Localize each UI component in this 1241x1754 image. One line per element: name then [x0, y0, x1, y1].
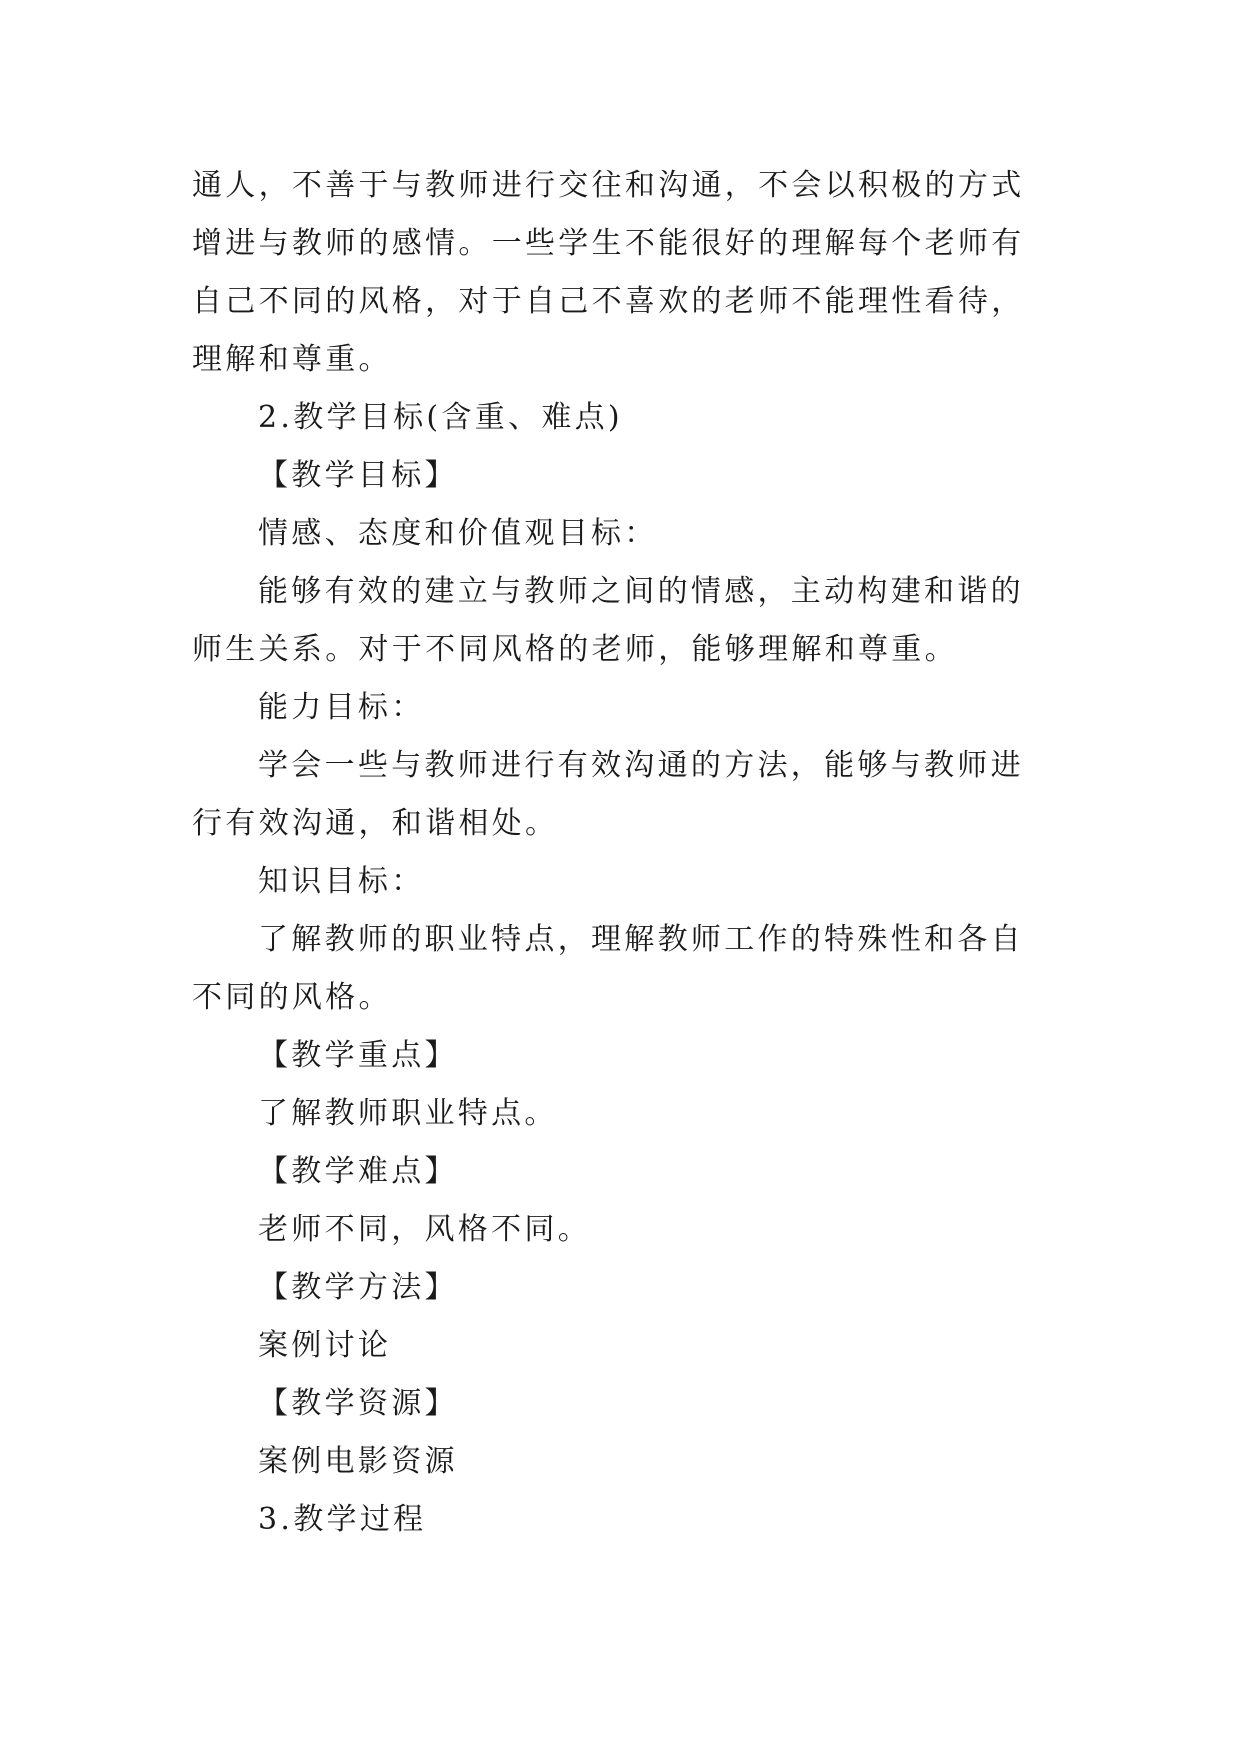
bracket-heading-goals: 【教学目标】	[258, 458, 458, 493]
bracket-heading-resources: 【教学资源】	[258, 1386, 458, 1421]
bracket-heading-methods: 【教学方法】	[258, 1270, 458, 1305]
subheading-emotion-goals: 情感、态度和价值观目标：	[258, 516, 658, 551]
subheading-ability-goals: 能力目标：	[258, 690, 425, 725]
paragraph-continued: 通人，不善于与教师进行交往和沟通，不会以积极的方式增进与教师的感情。一些学生不能很好的理解每个老师有自己不同的风格，对于自己不喜欢的老师不能理性看待，理解和尊重。	[192, 168, 1025, 377]
section-heading-teaching-process: 3.教学过程	[258, 1502, 427, 1537]
document-body	[192, 157, 1054, 1549]
paragraph-methods: 案例讨论	[258, 1328, 392, 1363]
paragraph-emotion-goals: 能够有效的建立与教师之间的情感，主动构建和谐的师生关系。对于不同风格的老师，能够理解和尊重。	[192, 574, 1024, 667]
paragraph-knowledge-goals: 了解教师的职业特点，理解教师工作的特殊性和各自不同的风格。	[192, 922, 1024, 1015]
subheading-knowledge-goals: 知识目标：	[258, 864, 425, 899]
section-heading-teaching-goals: 2.教学目标(含重、难点)	[258, 400, 623, 435]
bracket-heading-key-points: 【教学重点】	[258, 1038, 458, 1073]
bracket-heading-difficulties: 【教学难点】	[258, 1154, 458, 1189]
paragraph-resources: 案例电影资源	[258, 1444, 458, 1479]
paragraph-key-points: 了解教师职业特点。	[258, 1096, 558, 1131]
paragraph-ability-goals: 学会一些与教师进行有效沟通的方法，能够与教师进行有效沟通，和谐相处。	[192, 748, 1024, 841]
paragraph-difficulties: 老师不同，风格不同。	[258, 1212, 591, 1247]
